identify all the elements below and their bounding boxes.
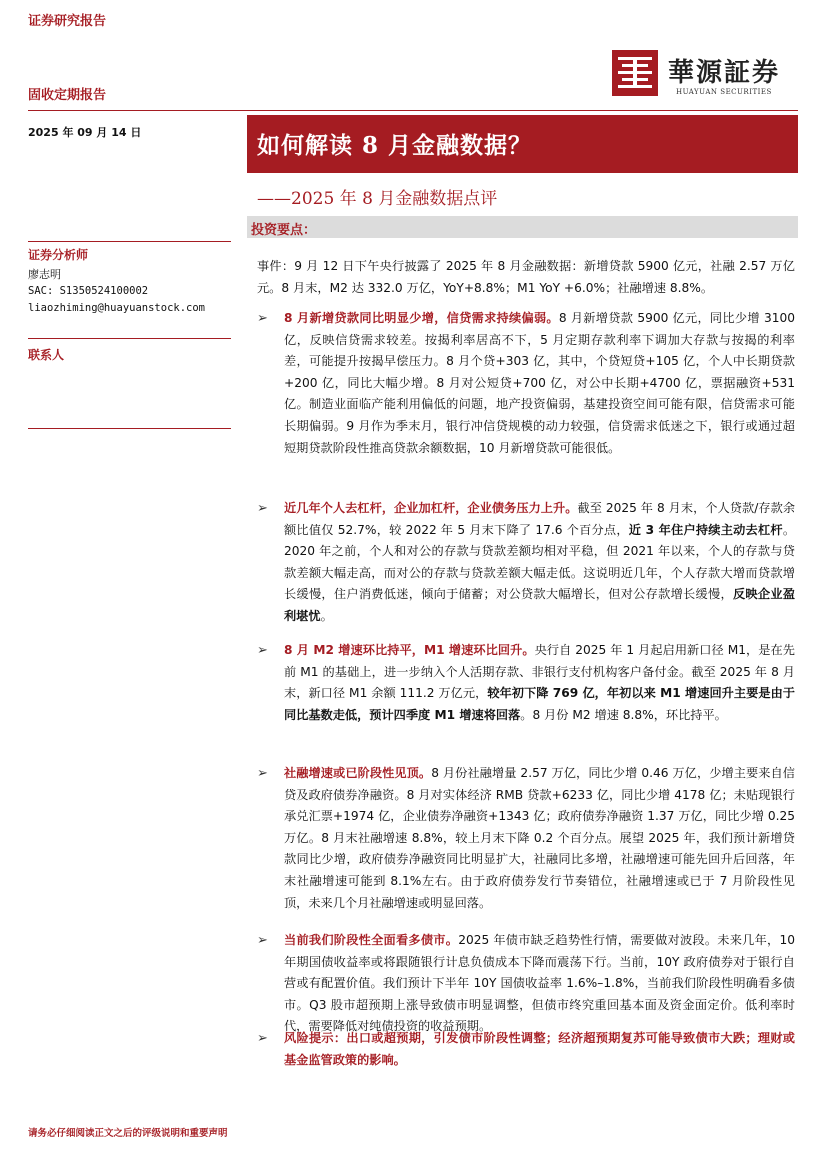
analyst-sac-number: SAC: S1350524100002: [28, 285, 149, 297]
logo-chinese-name: 華源証券: [668, 58, 781, 88]
bullet-heading: 社融增速或已阶段性见顶。: [284, 766, 432, 780]
bullet-heading: 8 月新增贷款同比明显少增，信贷需求持续偏弱。: [284, 311, 559, 325]
disclaimer-footer: 请务必仔细阅读正文之后的评级说明和重要声明: [28, 1128, 228, 1139]
bullet-arrow-icon: ➢: [257, 501, 268, 516]
bullet-text: 2025 年债市缺乏趋势性行情，需要做对波段。未来几年，10 年期国债收益率或将跟随银行计息负债成本下降而震荡下行。当前，10Y 政府债券对于银行自营或有配置价值。我们预计下半年 10Y 国债收益率 1.6%–1.8%，当前我们阶段性明确看多债市。Q3 股市超预期上涨导致债市明显调整，但债市终究重回基本面及资金面定价。低利率时代，需要降低对纯债投资的收益预期。: [284, 933, 795, 1034]
bullet-paragraph: [284, 640, 795, 726]
bullet-paragraph: [284, 930, 795, 1038]
bullet-arrow-icon: ➢: [257, 643, 268, 658]
header-divider: [28, 110, 798, 111]
analyst-heading: 证券分析师: [28, 248, 89, 262]
report-date: 2025 年 09 月 14 日: [28, 126, 142, 139]
risk-warning: 风险提示：出口或超预期，引发债市阶段性调整；经济超预期复苏可能导致债市大跌；理财或基金监管政策的影响。: [284, 1031, 795, 1067]
bullet-arrow-icon: ➢: [257, 933, 268, 948]
key-points-bar: [247, 216, 798, 238]
page-subtitle: ——2025 年 8 月金融数据点评: [257, 189, 498, 209]
bullet-paragraph: [284, 763, 795, 914]
bullet-text: 8 月新增贷款 5900 亿元，同比少增 3100 亿，反映信贷需求较差。按揭利率居高不下，5 月定期存款利率下调加大存款与按揭的利率差，可能提升按揭早偿压力。8 月个贷+303 亿，其中，个贷短贷+105 亿，个人中长期贷款+200 亿，同比大幅少增。8 月对公短贷+700 亿，对公中长期+4700 亿，票据融资+531 亿。制造业面临产能利用偏低的问题，地产投资偏弱，基建投资空间可能有限，信贷需求可能长期偏弱。9 月作为季末月，银行冲信贷规模的动力较强，信贷需求低迷之下，银行或通过超短期贷款阶段性推高贷款余额数据，10 月新增贷款可能很低。: [284, 311, 795, 455]
page-title: 如何解读 8 月金融数据？: [257, 132, 533, 159]
report-category-label: 固收定期报告: [28, 88, 107, 103]
key-points-label: 投资要点：: [251, 223, 317, 238]
sidebar-divider: [28, 241, 231, 242]
sidebar-divider: [28, 428, 231, 429]
logo-mark-icon: [612, 50, 658, 96]
bullet-paragraph: [284, 1028, 795, 1071]
bullet-arrow-icon: ➢: [257, 311, 268, 326]
bullet-text: 8 月份社融增量 2.57 万亿，同比少增 0.46 万亿，少增主要来自信贷及政府债券净融资。8 月对实体经济 RMB 贷款+6233 亿，同比少增 4178 亿；未贴现银行承兑汇票+1974 亿，企业债券净融资+1343 亿；政府债券净融资 1.37 万亿，同比少增 0.25 万亿。8 月末社融增速 8.8%，较上月末下降 0.2 个百分点。展望 2025 年，我们预计新增贷款同比少增，政府债券净融资同比明显扩大，社融同比多增，社融增速可能先回升后回落，年末社融增速可能到 8.1%左右。由于政府债券发行节奏错位，社融增速或已于 7 月阶段性见顶，未来几个月社融增速或明显回落。: [284, 766, 795, 910]
bullet-text: 。2020 年之前，个人和对公的存款与贷款差额均相对平稳，但 2021 年以来，个人的存款与贷款差额大幅走高，而对公的存款与贷款差额大幅走低。这说明近几年，个人存款大增而贷款增长缓慢，住户消费低迷，倾向于储蓄；对公贷款大幅增长，但对公存款增长缓慢，: [284, 522, 795, 602]
bullet-text: 央行自 2025 年 1 月起启用新口径 M1，是在先前 M1 的基础上，进一步纳入个人活期存款、非银行支付机构客户备付金。截至 2025 年 8 月末，新口径 M1 余额 111.2 万亿元，: [284, 643, 795, 701]
report-type-label: 证券研究报告: [28, 14, 107, 29]
bullet-text: 。8 月份 M2 增速 8.8%，环比持平。: [520, 707, 727, 722]
bullet-paragraph: [284, 308, 795, 459]
bullet-heading: 近几年个人去杠杆，企业加杠杆，企业债务压力上升。: [284, 501, 578, 515]
bullet-text: 截至 2025 年 8 月末，个人贷款/存款余额比值仅 52.7%，较 2022 年 5 月末下降了 17.6 个百分点，: [284, 501, 796, 537]
event-paragraph: 事件：9 月 12 日下午央行披露了 2025 年 8 月金融数据：新增贷款 5900 亿元，社融 2.57 万亿元。8 月末，M2 达 332.0 万亿，YoY+8.8%；M1 YoY +6.0%；社融增速 8.8%。: [257, 259, 795, 295]
contact-heading: 联系人: [28, 348, 65, 362]
logo-english-name: HUAYUAN SECURITIES: [676, 88, 772, 96]
analyst-email[interactable]: liaozhiming@huayuanstock.com: [28, 302, 206, 314]
bullet-text: 。: [320, 608, 333, 623]
sidebar-divider: [28, 338, 231, 339]
bullet-heading: 8 月 M2 增速环比持平，M1 增速环比回升。: [284, 643, 535, 657]
analyst-name: 廖志明: [28, 268, 61, 281]
bullet-paragraph: [284, 498, 795, 628]
title-banner: [247, 115, 798, 173]
bullet-emphasis: 反映企业盈利堪忧: [284, 587, 796, 623]
bullet-emphasis: 较年初下降 769 亿，年初以来 M1 增速回升主要是由于同比基数走低，预计四季度 M1 增速将回落: [284, 686, 795, 722]
bullet-arrow-icon: ➢: [257, 766, 268, 781]
bullet-heading: 当前我们阶段性全面看多债市。: [284, 933, 459, 947]
company-logo: [612, 50, 802, 102]
bullet-arrow-icon: ➢: [257, 1031, 268, 1046]
bullet-emphasis: 近 3 年住户持续主动去杠杆: [628, 522, 783, 537]
